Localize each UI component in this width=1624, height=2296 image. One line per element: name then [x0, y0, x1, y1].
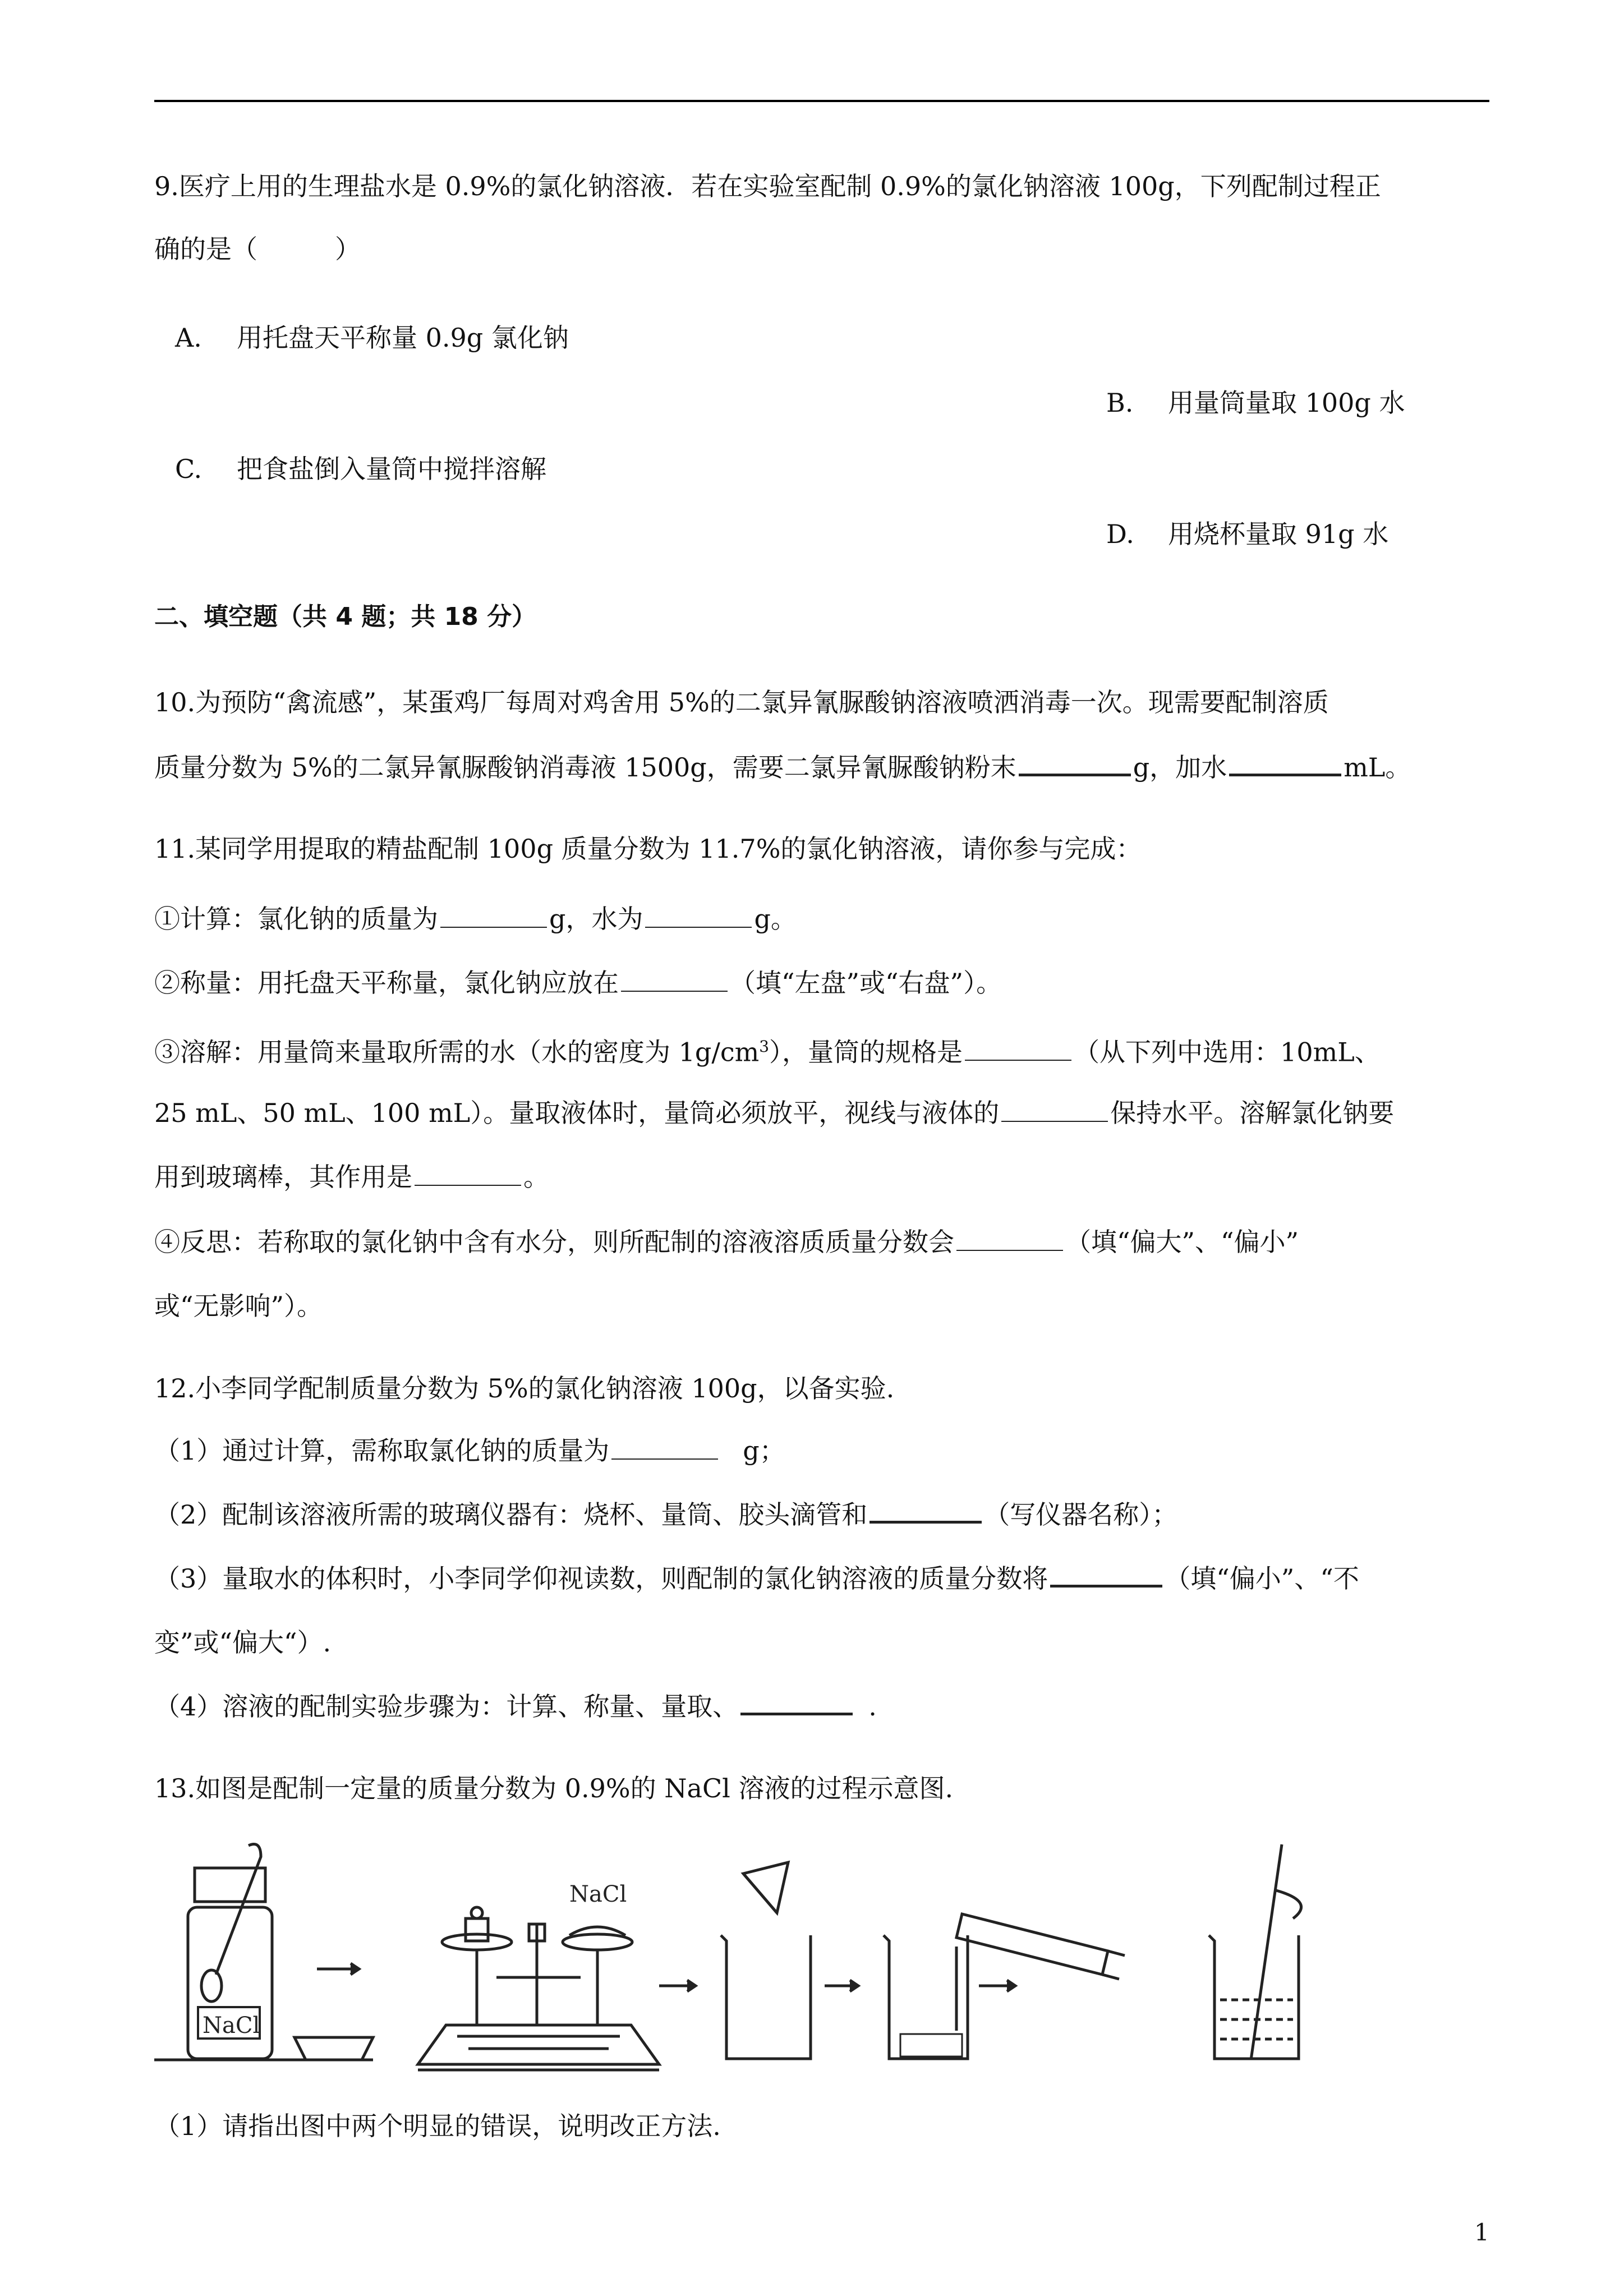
- q12-text: （3）量取水的体积时，小李同学仰视读数，则配制的氯化钠溶液的质量分数将: [154, 1563, 1048, 1594]
- q11-text: 保持水平。溶解氯化钠要: [1110, 1098, 1395, 1128]
- nacl-preparation-figure: [154, 1840, 1366, 2087]
- q13-part1: （1）请指出图中两个明显的错误，说明改正方法.: [154, 2111, 721, 2141]
- q11-text: g，水为: [549, 904, 643, 934]
- q11-step-dissolve-line2: [154, 1096, 1489, 1130]
- option-text: 用烧杯量取 91g 水: [1168, 519, 1389, 549]
- answer-blank[interactable]: [1001, 1098, 1108, 1122]
- q11-text: （填“偏大”、“偏小”: [1065, 1227, 1299, 1257]
- q11-text: ），量筒的规格是: [769, 1037, 963, 1068]
- q11-text: ①计算：氯化钠的质量为: [154, 904, 438, 934]
- stirring-beaker-icon: [1209, 1844, 1301, 2060]
- balance-label: NaCl: [569, 1881, 627, 1907]
- answer-blank[interactable]: [645, 904, 752, 928]
- option-label: D.: [1106, 519, 1134, 549]
- weighing-dish-icon: [295, 2037, 373, 2060]
- q10-stem-line1: 10.为预防“禽流感”，某蛋鸡厂每周对鸡舍用 5%的二氯异氰脲酸钠溶液喷洒消毒一次。现需要配制溶质: [154, 687, 1329, 717]
- q12-text: （2）配制该溶液所需的玻璃仪器有：烧杯、量筒、胶头滴管和: [154, 1499, 868, 1530]
- header-rule: [154, 100, 1489, 102]
- page-number: 1: [1474, 2219, 1489, 2246]
- answer-blank[interactable]: [440, 904, 547, 928]
- option-text: 把食盐倒入量筒中搅拌溶解: [237, 454, 546, 484]
- q12-text: .: [868, 1691, 877, 1722]
- q11-stem: 11.某同学用提取的精盐配制 100g 质量分数为 11.7%的氯化钠溶液，请你参与完成：: [154, 834, 1142, 864]
- q12-part3-line2: 变”或“偏大“）.: [154, 1627, 332, 1658]
- q11-step-weigh: [154, 966, 1489, 1000]
- q11-step-dissolve-line3: [154, 1160, 1489, 1194]
- q9-stem-line1: 9.医疗上用的生理盐水是 0.9%的氯化钠溶液．若在实验室配制 0.9%的氯化钠溶液 100g，下列配制过程正: [154, 171, 1381, 201]
- option-label: B.: [1106, 388, 1134, 418]
- answer-blank[interactable]: [740, 1690, 853, 1715]
- answer-blank[interactable]: [965, 1037, 1071, 1061]
- answer-blank[interactable]: [1229, 751, 1341, 776]
- bottle-label: NaCl: [203, 2013, 260, 2039]
- q11-text: ④反思：若称取的氯化钠中含有水分，则所配制的溶液溶质质量分数会: [154, 1227, 954, 1257]
- q11-step-calc: [154, 902, 1489, 936]
- q11-text: g。: [754, 904, 797, 934]
- beaker-icon: [721, 1862, 811, 2059]
- section-heading-fill-in: 二、填空题（共 4 题；共 18 分）: [154, 602, 537, 631]
- q12-part1: [154, 1434, 1489, 1467]
- q11-text: （从下列中选用：10mL、: [1074, 1037, 1381, 1068]
- q11-step-dissolve-line1: [154, 1030, 1489, 1069]
- q11-text: 。: [523, 1162, 549, 1192]
- answer-blank[interactable]: [1019, 751, 1131, 776]
- q12-stem: 12.小李同学配制质量分数为 5%的氯化钠溶液 100g，以备实验.: [154, 1373, 895, 1404]
- option-text: 用量筒量取 100g 水: [1168, 388, 1405, 418]
- balance-icon: [418, 1907, 659, 2070]
- q9-option-d: [1106, 517, 1388, 551]
- answer-blank[interactable]: [611, 1436, 718, 1460]
- q12-text: （填“偏小”、“不: [1165, 1563, 1359, 1594]
- q13-stem: 13.如图是配制一定量的质量分数为 0.9%的 NaCl 溶液的过程示意图.: [154, 1773, 954, 1803]
- q10-text: 质量分数为 5%的二氯异氰脲酸钠消毒液 1500g，需要二氯异氰脲酸钠粉末: [154, 752, 1016, 783]
- q10-text: mL。: [1344, 752, 1411, 783]
- q11-step-reflect-line2: 或“无影响”）。: [154, 1291, 323, 1321]
- q11-step-reflect-line1: [154, 1225, 1489, 1259]
- q9-option-b: [1106, 386, 1405, 420]
- q11-text: ②称量：用托盘天平称量，氯化钠应放在: [154, 968, 619, 998]
- q12-part2: [154, 1498, 1489, 1531]
- answer-blank[interactable]: [1050, 1562, 1162, 1588]
- q9-option-a: [175, 321, 569, 355]
- answer-blank[interactable]: [956, 1227, 1063, 1251]
- option-label: A.: [175, 323, 202, 353]
- q11-text: ③溶解：用量筒来量取所需的水（水的密度为 1g/cm: [154, 1037, 760, 1068]
- option-text: 用托盘天平称量 0.9g 氯化钠: [237, 323, 569, 353]
- q12-text: g；: [743, 1435, 785, 1466]
- q11-text: （填“左盘”或“右盘”）。: [730, 968, 1002, 998]
- answer-blank[interactable]: [415, 1162, 521, 1186]
- q9-option-c: [175, 452, 546, 486]
- q12-text: （写仪器名称）；: [984, 1499, 1178, 1530]
- answer-blank[interactable]: [869, 1498, 982, 1524]
- option-label: C.: [175, 454, 203, 484]
- q12-part4: [154, 1690, 1489, 1723]
- answer-blank[interactable]: [621, 968, 728, 992]
- q12-text: （1）通过计算，需称取氯化钠的质量为: [154, 1435, 610, 1466]
- q10-text: g，加水: [1133, 752, 1227, 783]
- q11-text: 用到玻璃棒，其作用是: [154, 1162, 412, 1192]
- q11-text: 25 mL、50 mL、100 mL）。量取液体时，量筒必须放平，视线与液体的: [154, 1098, 1000, 1128]
- q12-text: （4）溶液的配制实验步骤为：计算、称量、量取、: [154, 1691, 739, 1722]
- superscript: 3: [759, 1037, 770, 1056]
- q10-stem-line2: [154, 751, 1489, 784]
- q9-stem-line2: 确的是（ ）: [154, 234, 361, 264]
- q12-part3-line1: [154, 1562, 1489, 1595]
